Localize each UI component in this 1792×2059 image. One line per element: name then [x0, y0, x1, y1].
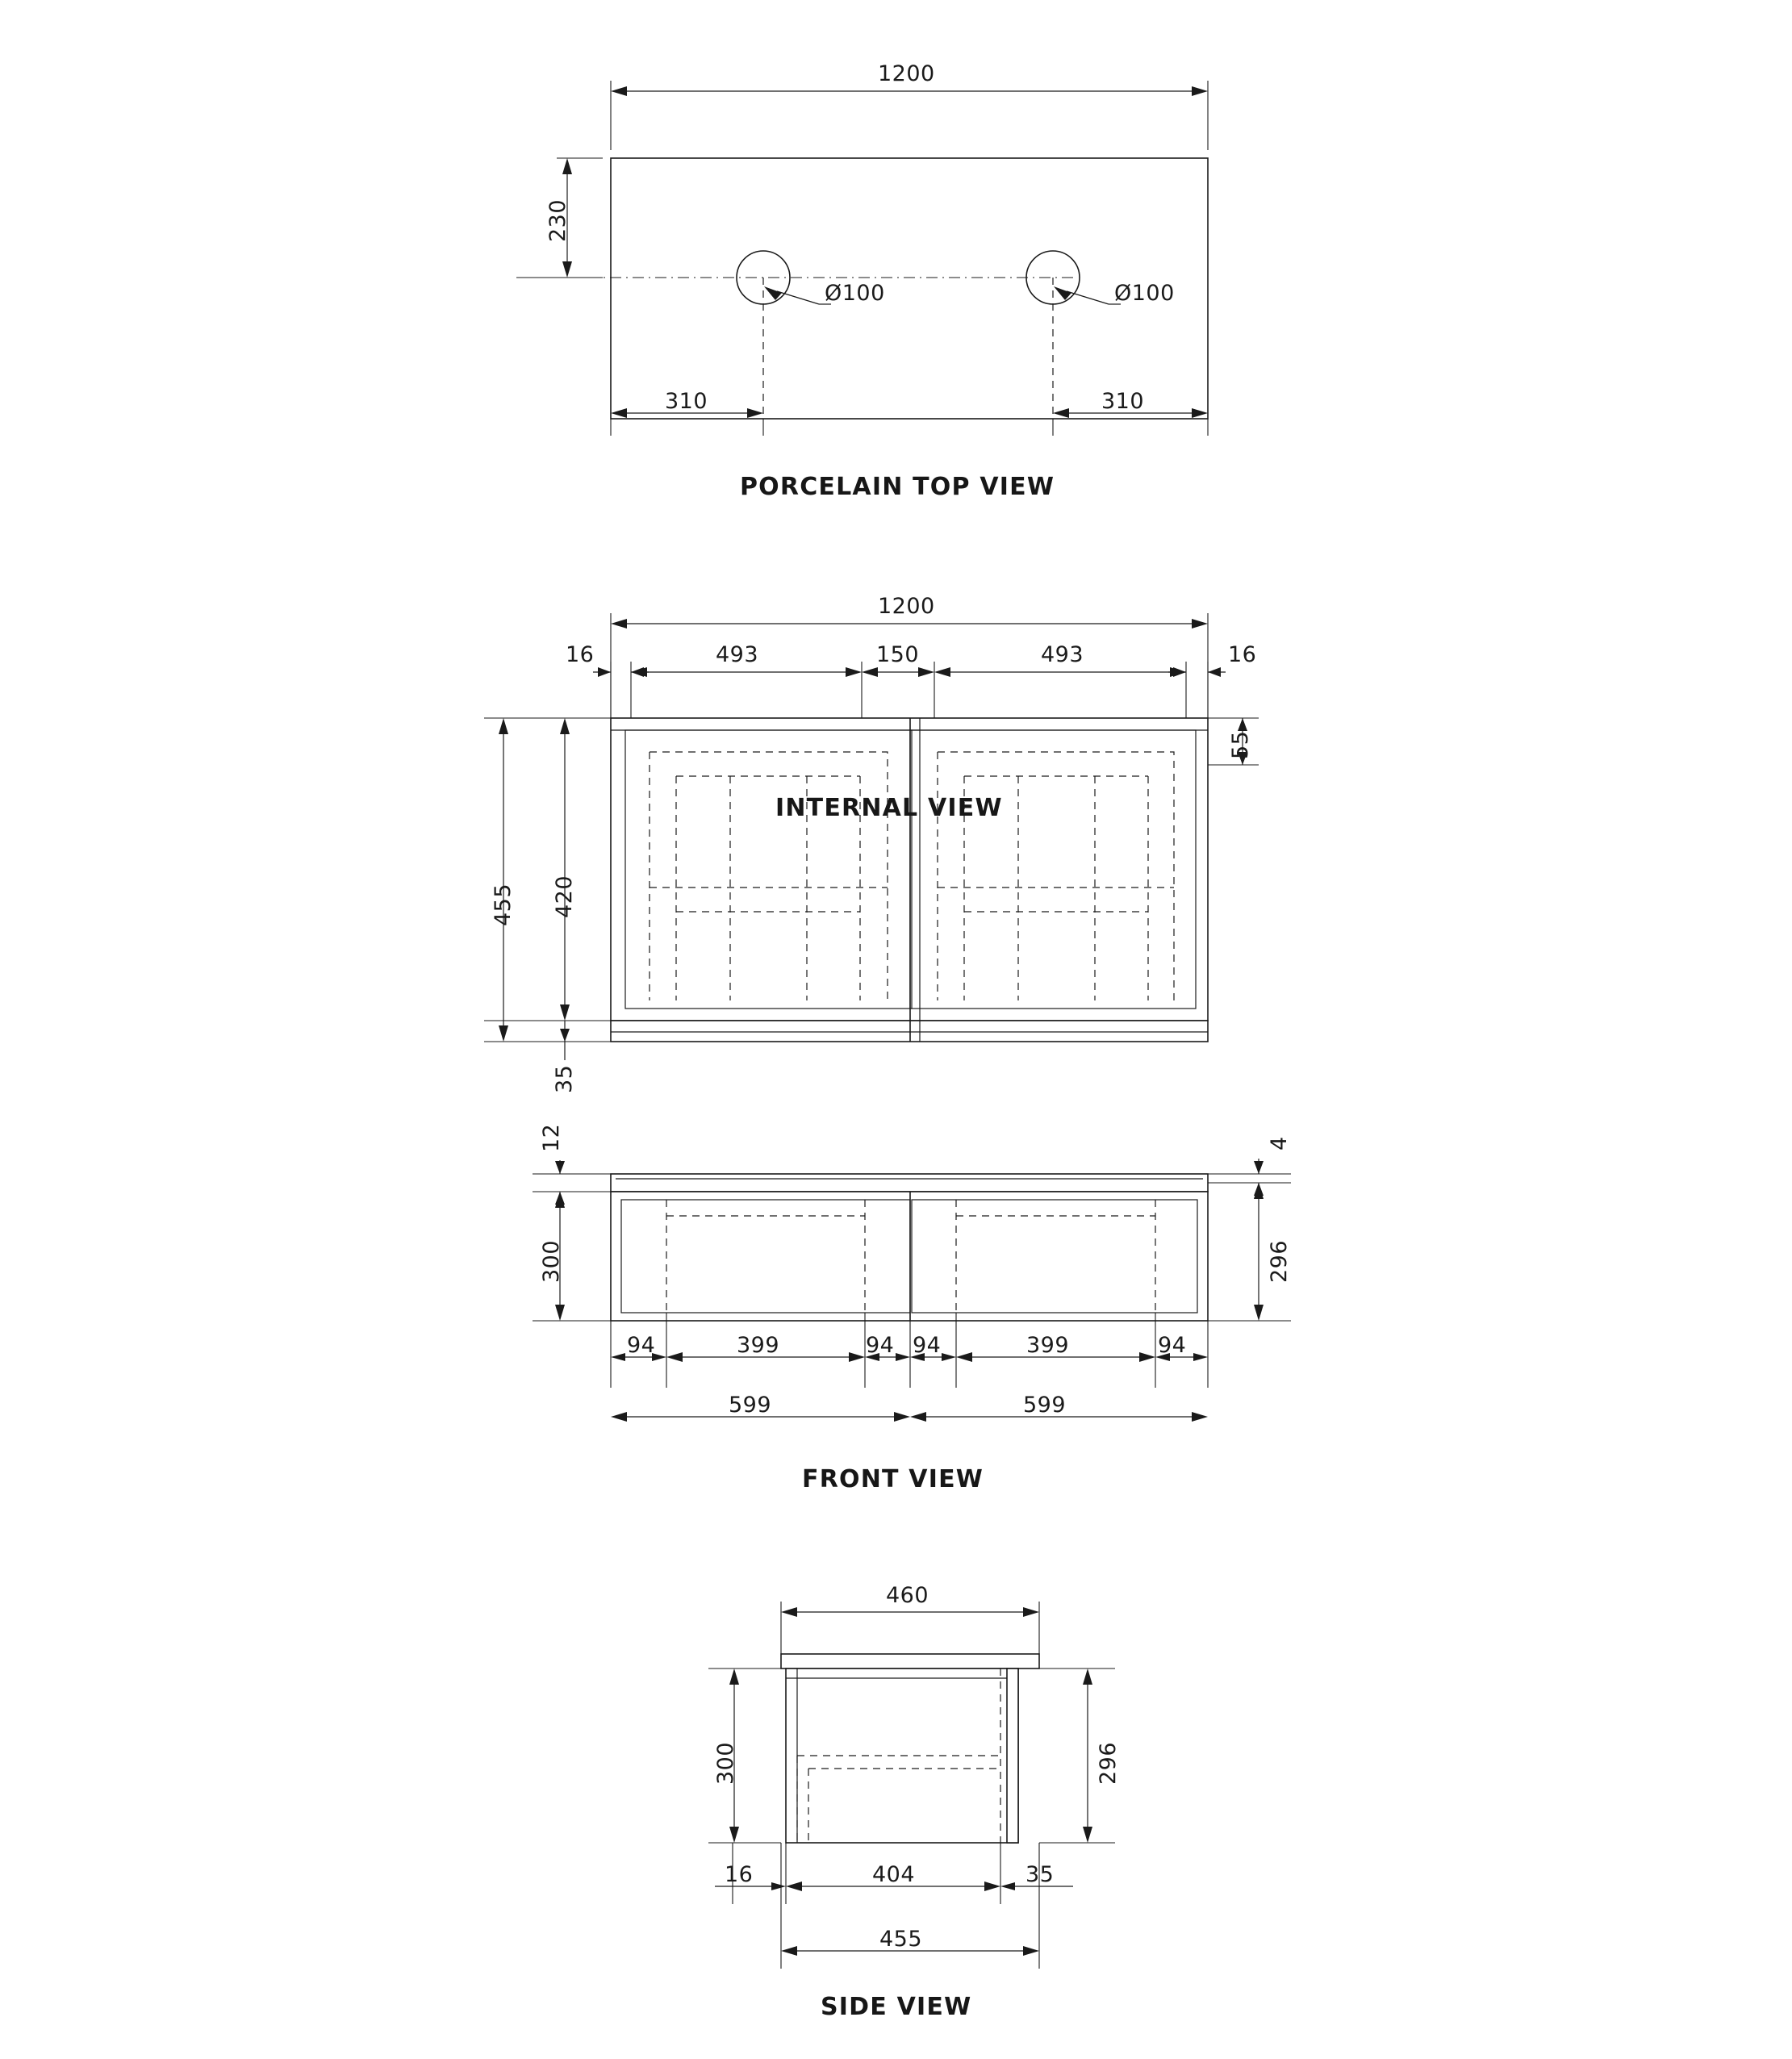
dim-side-carcass-depth: 455: [879, 1927, 923, 1952]
dim-hole-diameter-left: Ø100: [825, 281, 885, 306]
dim-front-right-gap-b: 94: [1158, 1333, 1187, 1358]
dim-hole-right-offset: 310: [1101, 389, 1145, 414]
view-porcelain-top: [0, 0, 1792, 516]
dim-front-drawer-width-left: 599: [729, 1393, 772, 1418]
dim-side-back-offset: 16: [725, 1862, 754, 1887]
dim-top-depth-to-holes: 230: [545, 198, 570, 242]
dim-front-drawer-width-right: 599: [1023, 1393, 1067, 1418]
dim-internal-overall-height: 455: [491, 883, 516, 926]
dim-front-left-gap-a: 94: [627, 1333, 656, 1358]
dim-internal-overall-width: 1200: [878, 594, 935, 619]
dim-front-right-gap-a: 94: [913, 1333, 942, 1358]
caption-porcelain-top-view: PORCELAIN TOP VIEW: [740, 473, 1055, 501]
dim-hole-diameter-right: Ø100: [1114, 281, 1175, 306]
dim-internal-opening-left: 493: [716, 642, 759, 667]
caption-front-view: FRONT VIEW: [802, 1465, 984, 1493]
dim-internal-side-panel-right: 16: [1228, 642, 1257, 667]
dim-front-top-edge-right: 4: [1267, 1136, 1292, 1151]
dim-hole-left-offset: 310: [665, 389, 708, 414]
dim-side-top-depth: 460: [886, 1583, 929, 1608]
dim-front-left-gap-b: 94: [866, 1333, 895, 1358]
dim-front-right-handle: 399: [1026, 1333, 1070, 1358]
view-side: [0, 1565, 1792, 2059]
dim-internal-side-panel-left: 16: [566, 642, 595, 667]
caption-internal-view: INTERNAL VIEW: [775, 794, 1003, 822]
caption-side-view: SIDE VIEW: [821, 1993, 972, 2021]
dim-side-drawer-depth: 404: [872, 1862, 916, 1887]
dim-top-overall-width: 1200: [878, 61, 935, 86]
dim-internal-opening-right: 493: [1041, 642, 1084, 667]
dim-side-overall-height: 300: [713, 1741, 738, 1785]
dim-side-drawer-height: 296: [1096, 1741, 1121, 1785]
dim-front-drawer-height: 296: [1267, 1239, 1292, 1283]
side-geometry: [0, 1565, 1792, 2059]
dim-front-overall-height: 300: [539, 1239, 564, 1283]
dim-side-front-offset: 35: [1025, 1862, 1055, 1887]
dim-internal-top-rail: 55: [1228, 730, 1253, 759]
dim-internal-internal-height: 420: [552, 875, 577, 918]
view-internal: [0, 565, 1792, 1093]
dim-front-top-thickness: 12: [539, 1123, 564, 1152]
dim-internal-centre-panel: 150: [876, 642, 920, 667]
dim-front-left-handle: 399: [737, 1333, 780, 1358]
view-front: [0, 1121, 1792, 1541]
dim-internal-plinth: 35: [552, 1064, 577, 1093]
